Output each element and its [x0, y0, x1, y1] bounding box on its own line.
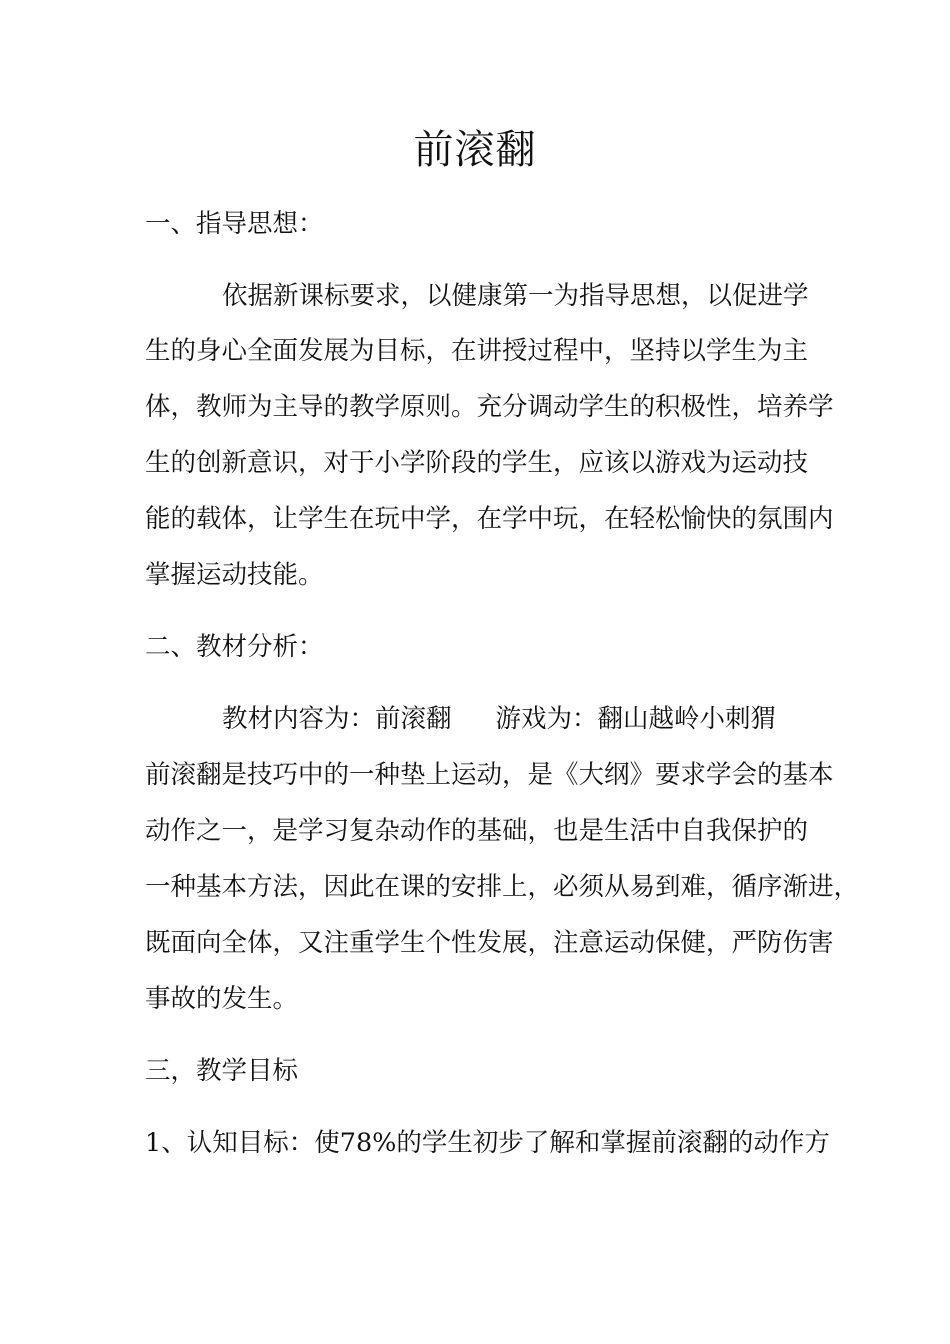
paragraph-line: 依据新课标要求，以健康第一为指导思想，以促进学 [222, 281, 809, 311]
paragraph-line: 一种基本方法，因此在课的安排上，必须从易到难，循序渐进， [145, 872, 860, 902]
paragraph-line: 体，教师为主导的教学原则。充分调动学生的积极性，培养学 [145, 392, 834, 422]
section-heading-material-analysis: 二、教材分析： [145, 632, 324, 662]
paragraph-line: 生的身心全面发展为目标，在讲授过程中，坚持以学生为主 [145, 336, 809, 366]
paragraph-line: 生的创新意识，对于小学阶段的学生，应该以游戏为运动技 [145, 448, 809, 478]
paragraph-line: 前滚翻是技巧中的一种垫上运动，是《大纲》要求学会的基本 [145, 760, 834, 790]
section-heading-guiding-thought: 一、指导思想： [145, 209, 324, 239]
material-content-line [222, 701, 922, 737]
section-heading-teaching-goals: 三，教学目标 [145, 1056, 299, 1086]
paragraph-line: 能的载体，让学生在玩中学，在学中玩，在轻松愉快的氛围内 [145, 504, 834, 534]
paragraph-line: 1、认知目标：使78%的学生初步了解和掌握前滚翻的动作方 [145, 1128, 830, 1158]
paragraph-line: 事故的发生。 [145, 984, 299, 1014]
paragraph-line: 掌握运动技能。 [145, 560, 324, 590]
game-label: 游戏为：翻山越岭小刺猬 [495, 704, 777, 734]
document-title: 前滚翻 [413, 127, 537, 173]
material-content-label: 教材内容为：前滚翻 [222, 704, 452, 734]
paragraph-line: 动作之一，是学习复杂动作的基础，也是生活中自我保护的 [145, 816, 809, 846]
paragraph-line: 既面向全体，又注重学生个性发展，注意运动保健，严防伤害 [145, 928, 834, 958]
